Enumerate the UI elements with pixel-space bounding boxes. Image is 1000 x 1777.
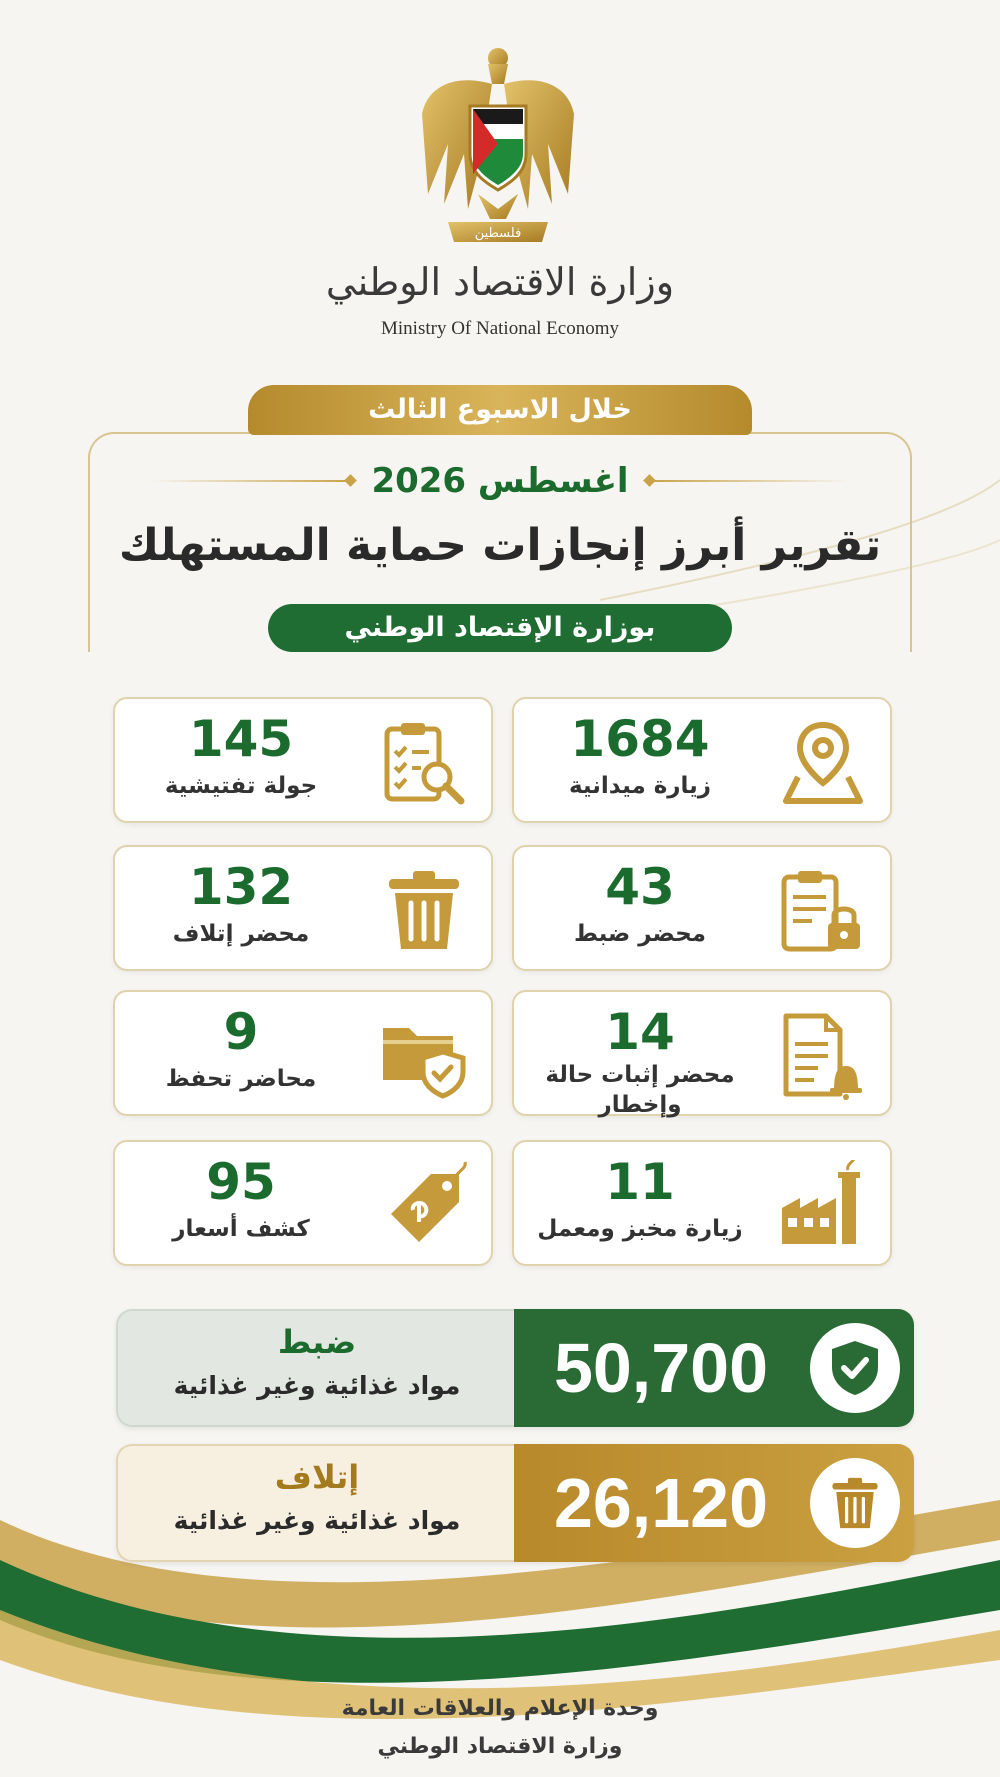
stat-value: 1684 [570,710,710,768]
report-subtitle: بوزارة الإقتصاد الوطني [268,604,732,652]
summary-value: 50,700 [553,1329,769,1407]
summary-title: إتلاف [274,1458,360,1496]
stat-value: 9 [223,1003,259,1061]
palestine-emblem-icon [418,44,578,254]
divider-right [649,480,850,482]
footer-line-2: وزارة الاقتصاد الوطني [377,1734,623,1759]
summary-subtitle: مواد غذائية وغير غذائية [173,1371,461,1400]
summary-destroyed [116,1444,914,1562]
stat-label: زيارة مخبز ومعمل [537,1216,743,1242]
stat-value: 43 [605,858,675,916]
summary-label-panel [116,1309,514,1427]
stat-value: 14 [605,1003,675,1061]
stat-label: محضر ضبط [573,921,707,947]
summary-badge [810,1323,900,1413]
stat-value: 145 [188,710,294,768]
summary-value-panel [514,1309,914,1427]
week-label: خلال الاسبوع الثالث [248,385,752,435]
stat-card-bakery-visits [512,1140,892,1266]
trash-bin-icon [379,865,469,955]
stat-label: محضر إتلاف [172,921,310,947]
document-bell-icon [778,1010,868,1100]
stat-label: محاضر تحفظ [165,1066,317,1092]
summary-value-panel [514,1444,914,1562]
footer-line-1: وحدة الإعلام والعلاقات العامة [341,1696,659,1721]
stat-label: كشف أسعار [172,1216,310,1242]
stat-card-price-checks [113,1140,493,1266]
stat-card-inspection-tours [113,697,493,823]
stat-label: جولة تفتيشية [164,773,318,799]
shield-check-icon [824,1337,886,1399]
ministry-name-english: Ministry Of National Economy [381,318,619,339]
emblem-text: فلسطين [474,226,522,241]
folder-shield-icon [379,1010,469,1100]
date-line [150,458,850,504]
ministry-name-arabic: وزارة الاقتصاد الوطني [325,260,675,304]
summary-subtitle: مواد غذائية وغير غذائية [173,1506,461,1535]
summary-value: 26,120 [553,1464,769,1542]
stat-card-field-visits [512,697,892,823]
report-date: اغسطس 2026 [371,461,629,501]
divider-left [150,480,351,482]
stat-card-custody-reports [113,990,493,1116]
summary-seized [116,1309,914,1427]
locked-clipboard-icon [778,865,868,955]
factory-icon [778,1160,868,1250]
stat-label: محضر إثبات حالة وإخطار [545,1062,735,1118]
stat-card-destruction-reports [113,845,493,971]
stat-card-status-notification [512,990,892,1116]
inspection-checklist-icon [379,717,469,807]
price-tag-icon [379,1160,469,1250]
trash-bin-icon [826,1474,884,1532]
stat-value: 11 [605,1153,675,1211]
stat-card-seizure-reports [512,845,892,971]
stat-label: زيارة ميدانية [568,773,712,799]
stat-value: 95 [206,1153,276,1211]
summary-label-panel [116,1444,514,1562]
report-title: تقرير أبرز إنجازات حماية المستهلك [118,520,882,571]
summary-title: ضبط [277,1323,357,1361]
stat-value: 132 [188,858,294,916]
summary-badge [810,1458,900,1548]
map-pin-icon [778,717,868,807]
